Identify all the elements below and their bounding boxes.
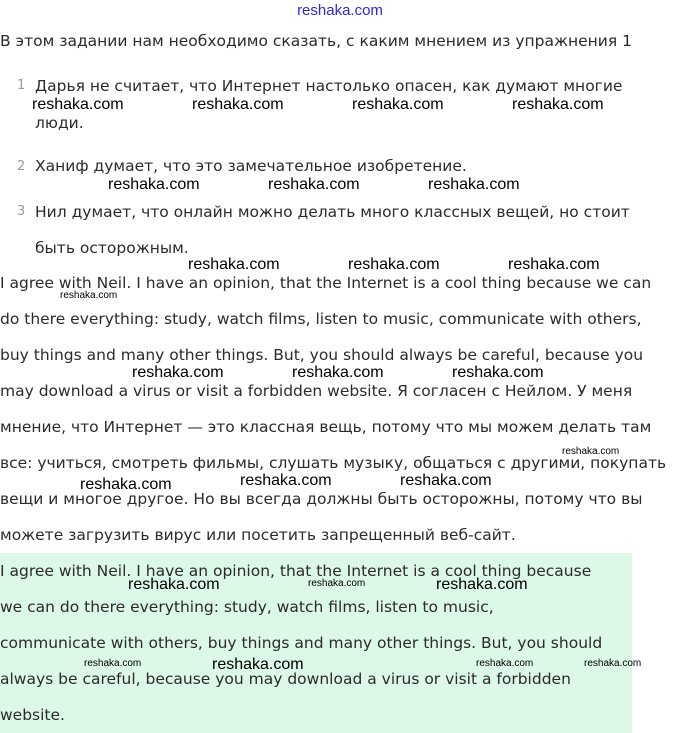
watermark: reshaka.com bbox=[562, 446, 620, 457]
watermark: reshaka.com bbox=[400, 472, 492, 489]
list-number-1: 1 bbox=[17, 78, 26, 93]
watermark: reshaka.com bbox=[352, 96, 444, 113]
watermark: reshaka.com bbox=[212, 656, 304, 673]
watermark: reshaka.com bbox=[584, 658, 642, 669]
body-line-6: все: учиться, смотреть фильмы, слушать музыку, общаться с другими, покупать bbox=[0, 454, 667, 472]
watermark: reshaka.com bbox=[348, 256, 440, 273]
body-line-4: may download a virus or visit a forbidden website. Я согласен с Нейлом. У меня bbox=[0, 382, 633, 400]
watermark: reshaka.com bbox=[476, 658, 534, 669]
watermark: reshaka.com bbox=[452, 364, 544, 381]
watermark: reshaka.com bbox=[436, 576, 528, 593]
list-item-1-line-2: люди. bbox=[35, 114, 84, 132]
list-number-2: 2 bbox=[17, 159, 26, 174]
list-item-3-line-1: Нил думает, что онлайн можно делать много классных вещей, но стоит bbox=[35, 203, 630, 221]
answer-line-4: always be careful, because you may download a virus or visit a forbidden bbox=[0, 670, 571, 688]
watermark: reshaka.com bbox=[80, 476, 172, 493]
watermark: reshaka.com bbox=[108, 176, 200, 193]
watermark: reshaka.com bbox=[60, 290, 118, 301]
watermark: reshaka.com bbox=[188, 256, 280, 273]
body-line-3: buy things and many other things. But, you should always be careful, because you bbox=[0, 346, 644, 364]
watermark: reshaka.com bbox=[32, 96, 124, 113]
answer-line-3: communicate with others, buy things and many other things. But, you should bbox=[0, 634, 603, 652]
body-line-2: do there everything: study, watch films, listen to music, communicate with others, bbox=[0, 310, 642, 328]
watermark: reshaka.com bbox=[428, 176, 520, 193]
watermark: reshaka.com bbox=[132, 364, 224, 381]
list-item-3-line-2: быть осторожным. bbox=[35, 239, 189, 257]
body-line-5: мнение, что Интернет — это классная вещь, потому что мы можем делать там bbox=[0, 418, 652, 436]
answer-line-1: I agree with Neil. I have an opinion, that the Internet is a cool thing because bbox=[0, 562, 592, 580]
header-watermark: reshaka.com bbox=[297, 2, 383, 19]
intro-text: В этом задании нам необходимо сказать, с каким мнением из упражнения 1 bbox=[0, 32, 632, 50]
watermark: reshaka.com bbox=[292, 364, 384, 381]
watermark: reshaka.com bbox=[240, 472, 332, 489]
list-item-2-line-1: Ханиф думает, что это замечательное изобретение. bbox=[35, 157, 467, 175]
watermark: reshaka.com bbox=[192, 96, 284, 113]
body-line-7: вещи и многое другое. Но вы всегда должны быть осторожны, потому что вы bbox=[0, 490, 643, 508]
body-line-1: I agree with Neil. I have an opinion, that the Internet is a cool thing because we can bbox=[0, 274, 652, 292]
watermark: reshaka.com bbox=[268, 176, 360, 193]
watermark: reshaka.com bbox=[512, 96, 604, 113]
answer-line-2: we can do there everything: study, watch films, listen to music, bbox=[0, 598, 494, 616]
body-line-8: можете загрузить вирус или посетить запрещенный веб-сайт. bbox=[0, 526, 516, 544]
watermark: reshaka.com bbox=[84, 658, 142, 669]
watermark: reshaka.com bbox=[308, 578, 366, 589]
list-number-3: 3 bbox=[17, 204, 26, 219]
answer-line-5: website. bbox=[0, 706, 65, 724]
watermark: reshaka.com bbox=[508, 256, 600, 273]
list-item-1-line-1: Дарья не считает, что Интернет настолько опасен, как думают многие bbox=[35, 77, 623, 95]
watermark: reshaka.com bbox=[128, 576, 220, 593]
